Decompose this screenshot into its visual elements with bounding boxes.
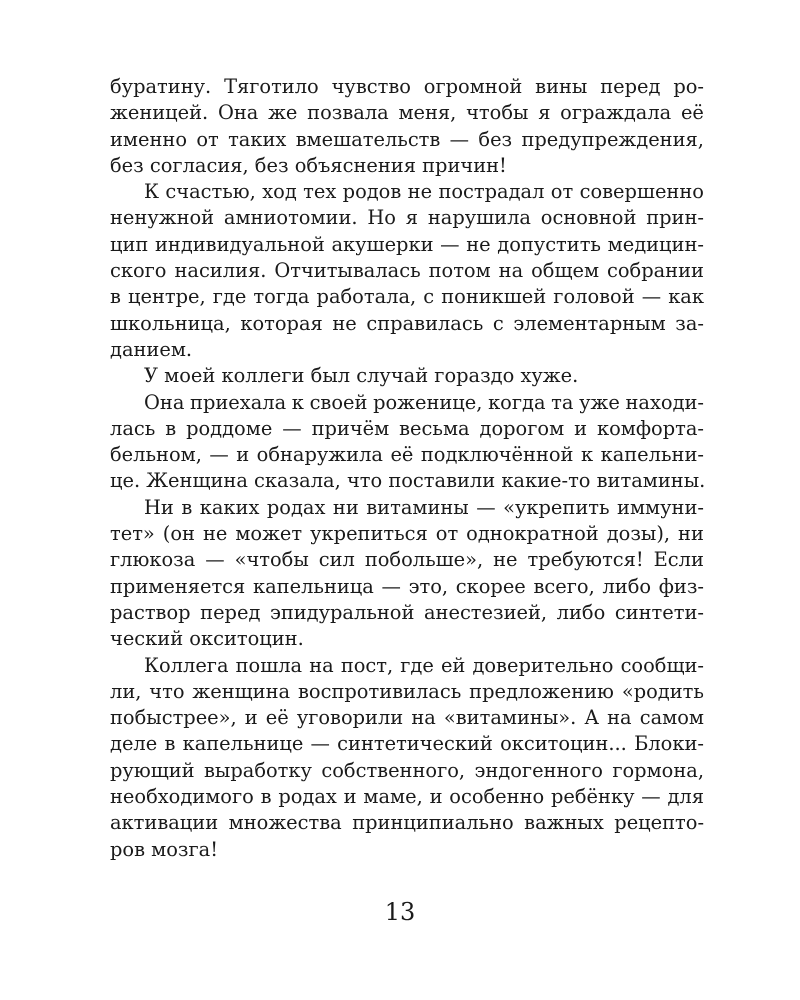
text-line: К счастью, ход тех родов не пострадал от совершенно xyxy=(144,180,704,204)
text-line: побыстрее», и её уговорили на «витамины». А на самом xyxy=(110,706,704,730)
text-line: У моей коллеги был случай гораздо хуже. xyxy=(144,364,579,388)
text-line: цип индивидуальной акушерки — не допустить медицин- xyxy=(110,232,704,256)
paragraph xyxy=(110,653,704,863)
text-line: це. Женщина сказала, что поставили какие-то витамины. xyxy=(110,469,706,493)
text-line: Коллега пошла на пост, где ей доверительно сообщи- xyxy=(144,653,704,677)
text-line: именно от таких вмешательств — без предупреждения, xyxy=(110,127,704,151)
paragraph xyxy=(110,74,704,179)
text-line: ров мозга! xyxy=(110,837,219,861)
text-line: без согласия, без объяснения причин! xyxy=(110,153,507,177)
paragraph xyxy=(110,363,704,389)
page-text xyxy=(110,74,704,863)
text-line: ческий окситоцин. xyxy=(110,627,304,651)
paragraph xyxy=(110,390,704,495)
text-line: ненужной амниотомии. Но я нарушила основной прин- xyxy=(110,206,704,230)
text-line: школьница, которая не справилась с элементарным за- xyxy=(110,311,704,335)
text-line: тет» (он не может укрепиться от однократной дозы), ни xyxy=(110,522,704,546)
page-number: 13 xyxy=(384,898,416,926)
text-line: лась в роддоме — причём весьма дорогом и комфорта- xyxy=(110,416,704,440)
text-line: данием. xyxy=(110,337,193,361)
text-line: деле в капельнице — синтетический окситоцин... Блоки- xyxy=(110,732,704,756)
text-line: бельном, — и обнаружила её подключённой к капельни- xyxy=(110,443,704,467)
text-line: Ни в каких родах ни витамины — «укрепить иммуни- xyxy=(144,495,704,519)
text-line: применяется капельница — это, скорее всего, либо физ- xyxy=(110,574,704,598)
text-line: женицей. Она же позвала меня, чтобы я ограждала её xyxy=(110,101,704,125)
text-line: ского насилия. Отчитывалась потом на общем собрании xyxy=(110,259,704,283)
text-line: необходимого в родах и маме, и особенно ребёнку — для xyxy=(110,785,704,809)
text-line: буратину. Тяготило чувство огромной вины перед ро- xyxy=(110,75,704,98)
text-line: в центре, где тогда работала, с поникшей головой — как xyxy=(110,285,704,309)
paragraph xyxy=(110,179,704,363)
text-line: ли, что женщина воспротивилась предложению «родить xyxy=(110,679,704,703)
text-line: раствор перед эпидуральной анестезией, либо синтети- xyxy=(110,600,704,624)
text-line: активации множества принципиально важных рецепто- xyxy=(110,811,704,835)
paragraph xyxy=(110,495,704,653)
text-line: рующий выработку собственного, эндогенного гормона, xyxy=(110,758,704,782)
text-line: Она приехала к своей роженице, когда та уже находи- xyxy=(144,390,704,414)
text-line: глюкоза — «чтобы сил побольше», не требуются! Если xyxy=(110,548,704,572)
